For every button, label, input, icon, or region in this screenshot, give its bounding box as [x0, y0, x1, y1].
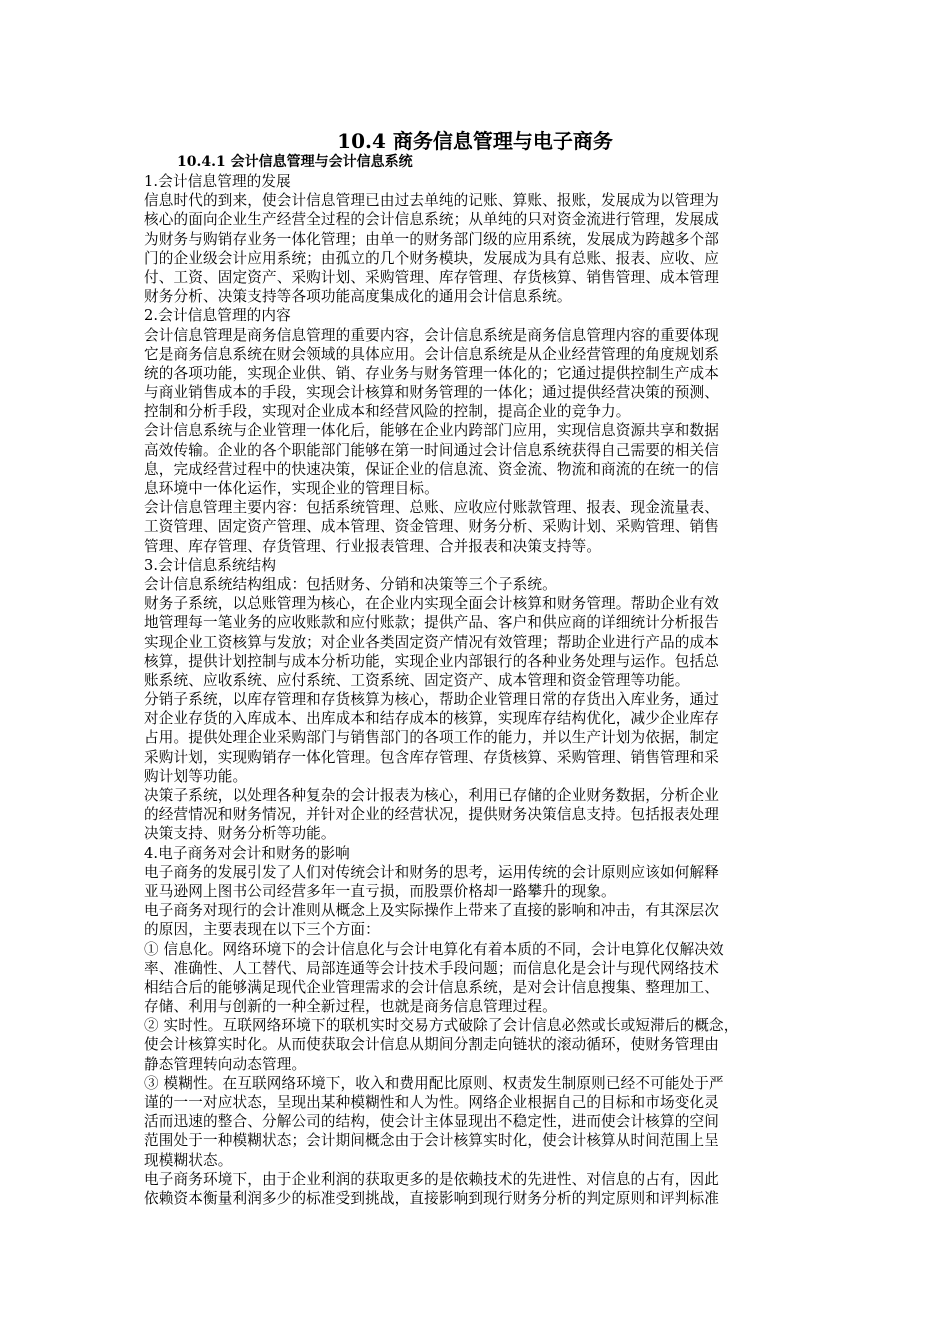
text-line: 工资管理、固定资产管理、成本管理、资金管理、财务分析、采购计划、采购管理、销售 [144, 518, 720, 536]
page-title: 10.4 商务信息管理与电子商务 [337, 129, 613, 153]
text-line: 占用。提供处理企业采购部门与销售部门的各项工作的能力，并以生产计划为依据，制定 [144, 729, 720, 747]
text-line: 地管理每一笔业务的应收账款和应付账款；提供产品、客户和供应商的详细统计分析报告 [144, 614, 720, 632]
text-line: 门的企业级会计应用系统；由孤立的几个财务模块，发展成为具有总账、报表、应收、应 [144, 249, 720, 267]
section-heading: 10.4.1 会计信息管理与会计信息系统 [177, 154, 413, 170]
text-line: 4.电子商务对会计和财务的影响 [144, 844, 350, 862]
text-line: 管理、库存管理、存货管理、行业报表管理、合并报表和决策支持等。 [144, 537, 602, 555]
text-line: 为财务与购销存业务一体化管理；由单一的财务部门级的应用系统，发展成为跨越多个部 [144, 230, 720, 248]
text-line: 会计信息系统与企业管理一体化后，能够在企业内跨部门应用，实现信息资源共享和数据 [144, 422, 720, 440]
text-line: 控制和分析手段，实现对企业成本和经营风险的控制，提高企业的竞争力。 [144, 403, 631, 421]
text-line: 会计信息管理主要内容：包括系统管理、总账、应收应付账款管理、报表、现金流量表、 [144, 499, 720, 517]
text-line: 电子商务的发展引发了人们对传统会计和财务的思考，运用传统的会计原则应该如何解释 [144, 863, 720, 881]
text-line: ③ 模糊性。在互联网络环境下，收入和费用配比原则、权责发生制原则已经不可能处于严 [144, 1074, 724, 1092]
text-line: 电子商务环境下，由于企业利润的获取更多的是依赖技术的先进性、对信息的占有，因此 [144, 1170, 720, 1188]
text-line: 账系统、应收系统、应付系统、工资系统、固定资产、成本管理和资金管理等功能。 [144, 671, 690, 689]
text-line: 购计划等功能。 [144, 767, 248, 785]
text-line: 付、工资、固定资产、采购计划、采购管理、库存管理、存货核算、销售管理、成本管理 [144, 268, 720, 286]
text-line: 分销子系统，以库存管理和存货核算为核心，帮助企业管理日常的存货出入库业务，通过 [144, 691, 720, 709]
text-line: 它是商务信息系统在财会领域的具体应用。会计信息系统是从企业经营管理的角度规划系 [144, 345, 720, 363]
text-line: ② 实时性。互联网络环境下的联机实时交易方式破除了会计信息必然或长或短滞后的概念， [144, 1017, 739, 1035]
text-line: 息，完成经营过程中的快速决策，保证企业的信息流、资金流、物流和商流的在统一的信 [144, 460, 720, 478]
text-line: 率、准确性、人工替代、局部连通等会计技术手段问题；而信息化是会计与现代网络技术 [144, 959, 720, 977]
text-line: 依赖资本衡量利润多少的标准受到挑战，直接影响到现行财务分析的判定原则和评判标准 [144, 1189, 720, 1207]
text-line: 与商业销售成本的手段，实现会计核算和财务管理的一体化；通过提供经营决策的预测、 [144, 384, 720, 402]
text-line: 决策支持、财务分析等功能。 [144, 825, 336, 843]
text-line: 范围处于一种模糊状态；会计期间概念由于会计核算实时化，使会计核算从时间范围上呈 [144, 1132, 720, 1150]
text-line: 会计信息管理是商务信息管理的重要内容，会计信息系统是商务信息管理内容的重要体现 [144, 326, 720, 344]
text-line: 现模糊状态。 [144, 1151, 233, 1169]
text-line: 采购计划，实现购销存一体化管理。包含库存管理、存货核算、采购管理、销售管理和采 [144, 748, 720, 766]
text-line: 实现企业工资核算与发放；对企业各类固定资产情况有效管理；帮助企业进行产品的成本 [144, 633, 720, 651]
text-line: 相结合后的能够满足现代企业管理需求的会计信息系统，是对会计信息搜集、整理加工、 [144, 978, 720, 996]
text-line: 使会计核算实时化。从而使获取会计信息从期间分割走向链状的滚动循环，使财务管理由 [144, 1036, 720, 1054]
text-line: 3.会计信息系统结构 [144, 556, 277, 574]
text-line: 谨的一一对应状态，呈现出某种模糊性和人为性。网络企业根据自己的目标和市场变化灵 [144, 1094, 720, 1111]
text-line: 亚马逊网上图书公司经营多年一直亏损，而股票价格却一路攀升的现象。 [144, 882, 616, 900]
text-line: 核算，提供计划控制与成本分析功能，实现企业内部银行的各种业务处理与运作。包括总 [144, 652, 720, 670]
text-line: 会计信息系统结构组成：包括财务、分销和决策等三个子系统。 [144, 575, 557, 593]
text-line: 电子商务对现行的会计准则从概念上及实际操作上带来了直接的影响和冲击，有其深层次 [144, 902, 720, 920]
text-line: 2.会计信息管理的内容 [144, 307, 291, 325]
text-line: 决策子系统，以处理各种复杂的会计报表为核心，利用已存储的企业财务数据，分析企业 [144, 787, 720, 804]
document-body [144, 172, 824, 1208]
text-line: 核心的面向企业生产经营全过程的会计信息系统；从单纯的只对资金流进行管理，发展成 [144, 211, 720, 229]
text-line: 的原因，主要表现在以下三个方面： [144, 921, 380, 939]
text-line: 财务分析、决策支持等各项功能高度集成化的通用会计信息系统。 [144, 288, 572, 306]
text-line: 信息时代的到来，使会计信息管理已由过去单纯的记账、算账、报账，发展成为以管理为 [144, 192, 720, 210]
text-line: 息环境中一体化运作，实现企业的管理目标。 [144, 480, 439, 497]
text-line: ① 信息化。网络环境下的会计信息化与会计电算化有着本质的不同，会计电算化仅解决效 [144, 940, 724, 958]
text-line: 统的各项功能，实现企业供、销、存业务与财务管理一体化的；它通过提供控制生产成本 [144, 364, 720, 382]
text-line: 1.会计信息管理的发展 [144, 173, 291, 190]
text-line: 对企业存货的入库成本、出库成本和结存成本的核算，实现库存结构优化，减少企业库存 [144, 710, 720, 728]
text-line: 财务子系统，以总账管理为核心，在企业内实现全面会计核算和财务管理。帮助企业有效 [144, 595, 720, 613]
text-line: 存储、利用与创新的一种全新过程，也就是商务信息管理过程。 [144, 998, 557, 1016]
text-line: 高效传输。企业的各个职能部门能够在第一时间通过会计信息系统获得自己需要的相关信 [144, 441, 720, 459]
text-line: 静态管理转向动态管理。 [144, 1055, 307, 1073]
text-line: 活而迅速的整合、分解公司的结构，使会计主体显现出不稳定性，进而使会计核算的空间 [144, 1113, 720, 1131]
text-line: 的经营情况和财务情况，并针对企业的经营状况，提供财务决策信息支持。包括报表处理 [144, 806, 720, 824]
